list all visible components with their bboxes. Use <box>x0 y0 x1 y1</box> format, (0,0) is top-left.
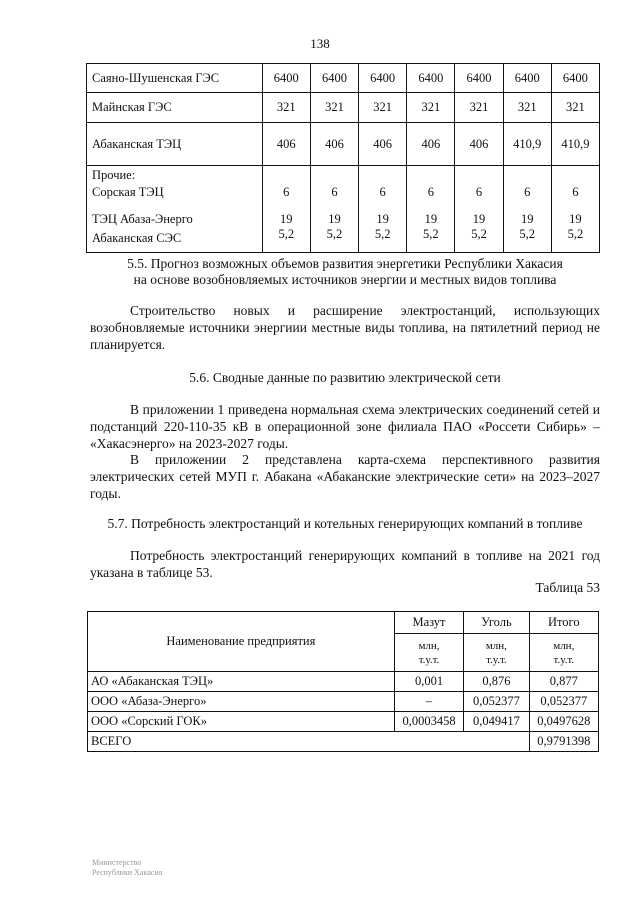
table-cell: 406 <box>455 123 503 166</box>
table-cell: 406 <box>310 123 358 166</box>
plant-name: Абаканская ТЭЦ <box>87 123 263 166</box>
stamp-line: Республики Хакасия <box>92 868 163 877</box>
table-cell: 19 <box>376 212 389 226</box>
table-cell: 19 <box>472 212 486 226</box>
section-5-5-paragraph: Строительство новых и расширение электростанций, использующих возобновляемые источники энергиии местные виды топлива, на пятилетний период не планируется. <box>90 303 600 352</box>
plant-name: Майнская ГЭС <box>87 93 263 123</box>
stamp <box>92 858 162 878</box>
table-cell: 321 <box>503 93 551 123</box>
unit-cell <box>394 634 463 672</box>
table-cell: 321 <box>262 93 310 123</box>
table-cell: 5,2 <box>567 227 584 241</box>
table-cell: 0,877 <box>529 672 598 692</box>
table-cell: 6400 <box>503 64 551 93</box>
heading-line: на основе возобновляемых источников энергии и местных видов топлива <box>133 272 557 287</box>
table-cell: 406 <box>359 123 407 166</box>
other-values-col <box>551 166 599 253</box>
table-cell: 321 <box>359 93 407 123</box>
other-values-col <box>407 166 455 253</box>
table-cell: 6400 <box>407 64 455 93</box>
table-cell: 19 <box>280 212 293 226</box>
other-values-col <box>359 166 407 253</box>
table-cell: 19 <box>328 212 341 226</box>
table-cell: 5,2 <box>278 227 295 241</box>
unit-label: млн, т.у.т. <box>418 639 440 666</box>
table-cell: 5,2 <box>374 227 391 241</box>
table-cell: 6 <box>524 185 531 199</box>
capacity-table <box>86 63 600 253</box>
table-row <box>87 166 600 253</box>
table-cell: 6 <box>427 185 434 199</box>
company-name: АО «Абаканская ТЭЦ» <box>88 672 395 692</box>
plant-name: Абаканская СЭС <box>92 231 182 245</box>
section-5-7-heading: 5.7. Потребность электростанций и котельных генерирующих компаний в топливе <box>107 516 583 531</box>
unit-label: млн, т.у.т. <box>553 639 575 666</box>
table-cell: 321 <box>310 93 358 123</box>
section-5-6-heading: 5.6. Сводные данные по развитию электрической сети <box>189 370 501 385</box>
table-row <box>88 672 599 692</box>
table-label: Таблица 53 <box>535 580 600 595</box>
table-cell: 0,052377 <box>529 692 598 712</box>
fuel-table <box>87 611 599 752</box>
company-name: ООО «Сорский ГОК» <box>88 712 395 732</box>
table-cell: 19 <box>424 212 438 226</box>
table-cell: 0,0003458 <box>394 712 463 732</box>
section-5-6-paragraph-1: В приложении 1 приведена нормальная схема электрических соединений сетей и подстанций 220-110-35 кВ в операционной зоне филиала ПАО «Россети Сибирь» – «Хакасэнерго» на 2023-2027 годы. <box>90 402 600 451</box>
table-cell: 0,052377 <box>464 692 529 712</box>
plant-name: Саяно-Шушенская ГЭС <box>87 64 263 93</box>
col-header-fuel-oil: Мазут <box>394 612 463 634</box>
total-label: ВСЕГО <box>88 732 530 752</box>
table-row <box>87 123 600 166</box>
table-row <box>87 64 600 93</box>
table-cell: 6400 <box>455 64 503 93</box>
table-cell: 321 <box>551 93 599 123</box>
table-total-row <box>88 732 599 752</box>
table-cell: 6400 <box>262 64 310 93</box>
unit-cell <box>529 634 598 672</box>
col-header-name: Наименование предприятия <box>88 612 395 672</box>
table-row <box>88 712 599 732</box>
table-cell: 0,001 <box>394 672 463 692</box>
table-cell: 406 <box>262 123 310 166</box>
unit-label: млн, т.у.т. <box>485 639 507 666</box>
section-5-6-paragraph-2: В приложении 2 представлена карта-схема перспективного развития электрических сетей МУП г. Абакана «Абаканские электрические сети» на 2023–2027 годы. <box>90 452 600 501</box>
stamp-line: Министерство <box>92 858 142 867</box>
page-number: 138 <box>310 36 330 51</box>
section-5-7-paragraph: Потребность электростанций генерирующих компаний в топливе на 2021 год указана в таблице 53. <box>90 548 600 580</box>
table-cell: 5,2 <box>471 227 487 241</box>
table-cell: 410,9 <box>503 123 551 166</box>
table-cell: 0,876 <box>464 672 529 692</box>
table-cell: 6400 <box>359 64 407 93</box>
table-cell: 410,9 <box>551 123 599 166</box>
table-cell: 19 <box>569 212 582 226</box>
other-values-col <box>262 166 310 253</box>
table-row <box>88 692 599 712</box>
table-cell: 321 <box>407 93 455 123</box>
other-plants-names <box>87 166 263 253</box>
table-cell: 406 <box>407 123 455 166</box>
table-cell: – <box>394 692 463 712</box>
table-cell: 5,2 <box>423 227 439 241</box>
company-name: ООО «Абаза-Энерго» <box>88 692 395 712</box>
plant-name: ТЭЦ Абаза-Энерго <box>92 212 193 226</box>
table-cell: 6 <box>572 185 579 199</box>
table-cell: 6 <box>283 185 290 199</box>
other-values-col <box>455 166 503 253</box>
table-cell: 6 <box>379 185 386 199</box>
total-value: 0,9791398 <box>529 732 598 752</box>
table-cell: 0,049417 <box>464 712 529 732</box>
table-cell: 19 <box>520 212 534 226</box>
table-cell: 0,0497628 <box>529 712 598 732</box>
other-header: Прочие: <box>92 168 136 182</box>
other-values-col <box>310 166 358 253</box>
table-header-row <box>88 612 599 634</box>
table-cell: 321 <box>455 93 503 123</box>
table-cell: 6 <box>331 185 338 199</box>
plant-name: Сорская ТЭЦ <box>92 185 164 199</box>
table-cell: 6400 <box>310 64 358 93</box>
table-cell: 5,2 <box>519 227 536 241</box>
other-values-col <box>503 166 551 253</box>
table-row <box>87 93 600 123</box>
unit-cell <box>464 634 529 672</box>
col-header-coal: Уголь <box>464 612 529 634</box>
table-cell: 6 <box>475 185 483 199</box>
table-cell: 5,2 <box>326 227 343 241</box>
heading-line: 5.5. Прогноз возможных объемов развития энергетики Республики Хакасия <box>127 256 563 271</box>
section-5-5-heading <box>90 256 600 288</box>
table-cell: 6400 <box>551 64 599 93</box>
col-header-total: Итого <box>529 612 598 634</box>
